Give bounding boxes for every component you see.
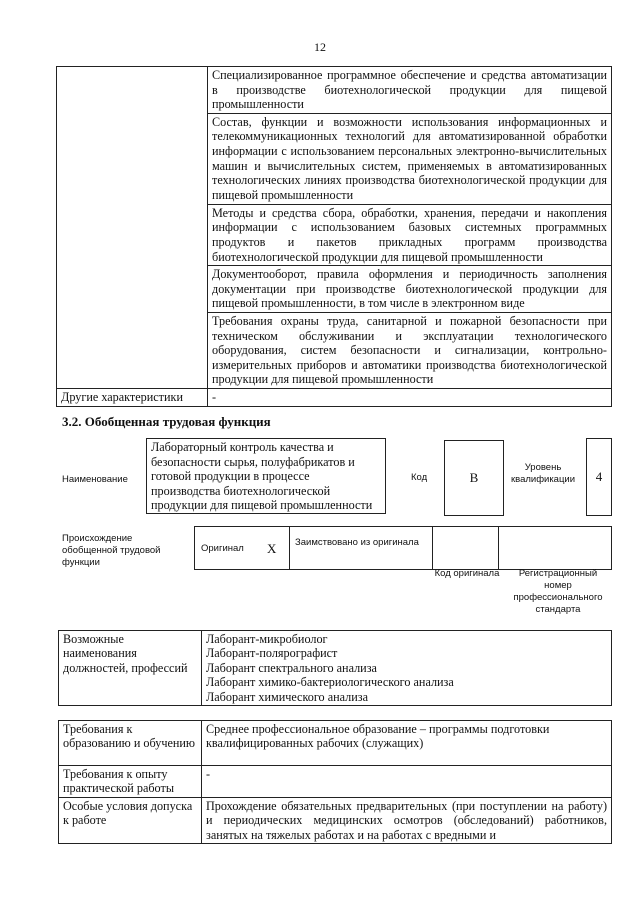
table-cell-text: Специализированное программное обеспечение и средства автоматизации в производстве биотехнологической продукции для пищевой промышленности	[208, 67, 612, 114]
gtf-code-value	[444, 440, 504, 516]
table-row	[59, 631, 612, 706]
gtf-level-text: 4	[595, 469, 603, 484]
positions-table	[58, 630, 612, 706]
section-heading: 3.2. Обобщенная трудовая функция	[62, 414, 271, 429]
requirements-table	[58, 720, 612, 844]
divider	[289, 526, 290, 570]
position-item: Лаборант-полярографист	[206, 646, 338, 661]
table-cell-label	[57, 67, 208, 389]
gtf-code-text: B	[469, 470, 479, 485]
divider	[432, 526, 433, 570]
table-row	[59, 766, 612, 798]
positions-list	[202, 631, 612, 706]
page-number: 12	[314, 40, 326, 54]
table-row	[57, 388, 612, 406]
gtf-name-value: Лабораторный контроль качества и безопасности сырья, полуфабрикатов и готовой продукции в процессе производства биотехнологической продукции для пищевой промышленности	[146, 438, 386, 514]
gtf-level-value	[586, 438, 612, 516]
table-row	[59, 721, 612, 766]
borrowed-label: Заимствовано из оригинала	[295, 537, 419, 548]
table-cell-text: Методы и средства сбора, обработки, хранения, передачи и накопления информации с использованием базовых системных программных продуктов и пакетов прикладных программ производства биотехнологической продукции для пищевой промышленности	[208, 204, 612, 265]
reg-number-caption: Регистрационный номер профессионального стандарта	[513, 568, 603, 615]
table-row	[59, 797, 612, 843]
req-label: Особые условия допуска к работе	[59, 797, 202, 843]
position-item: Лаборант химико-бактериологического анализа	[206, 675, 454, 690]
table-cell-label: Другие характеристики	[57, 388, 208, 406]
divider	[498, 526, 499, 570]
code-original-caption: Код оригинала	[434, 568, 500, 579]
table-cell-text: Документооборот, правила оформления и периодичность заполнения документации при производстве биотехнологической продукции для пищевой промышленности, в том числе в электронном виде	[208, 266, 612, 313]
req-label: Требования к опыту практической работы	[59, 766, 202, 798]
code-label: Код	[411, 472, 428, 483]
positions-label: Возможные наименования должностей, профессий	[59, 631, 202, 706]
origin-label: Происхождение обобщенной трудовой функции	[62, 533, 161, 568]
table-row	[57, 67, 612, 114]
original-mark: X	[267, 541, 277, 556]
position-item: Лаборант-микробиолог	[206, 632, 328, 646]
name-label: Наименование	[62, 474, 128, 485]
level-label: Уровень квалификации	[510, 462, 576, 485]
table-cell-text: -	[208, 388, 612, 406]
knowledge-table	[56, 66, 612, 407]
original-label: Оригинал	[201, 543, 244, 554]
position-item: Лаборант химического анализа	[206, 689, 368, 704]
table-cell-text: Состав, функции и возможности использования информационных и телекоммуникационных технологий для автоматизированной обработки информации с использованием персональных электронно-вычислительных машин и вычислительных систем, применяемых в автоматизированных технологических линиях производства биотехнологической продукции для пищевой промышленности	[208, 113, 612, 204]
req-text: Среднее профессиональное образование – программы подготовки квалифицированных рабочих (служащих)	[202, 721, 612, 766]
req-text: Прохождение обязательных предварительных (при поступлении на работу) и периодических медицинских осмотров (обследований) работников, занятых на тяжелых работах и на работах с вредными и	[202, 797, 612, 843]
table-cell-text: Требования охраны труда, санитарной и пожарной безопасности при техническом обслуживании и эксплуатации технологического оборудования, систем безопасности и сигнализации, контрольно-измерительных приборов и автоматики производства биотехнологической продукции для пищевой промышленности	[208, 312, 612, 388]
req-text: -	[202, 766, 612, 798]
position-item: Лаборант спектрального анализа	[206, 660, 377, 675]
req-label: Требования к образованию и обучению	[59, 721, 202, 766]
origin-box	[194, 526, 612, 570]
